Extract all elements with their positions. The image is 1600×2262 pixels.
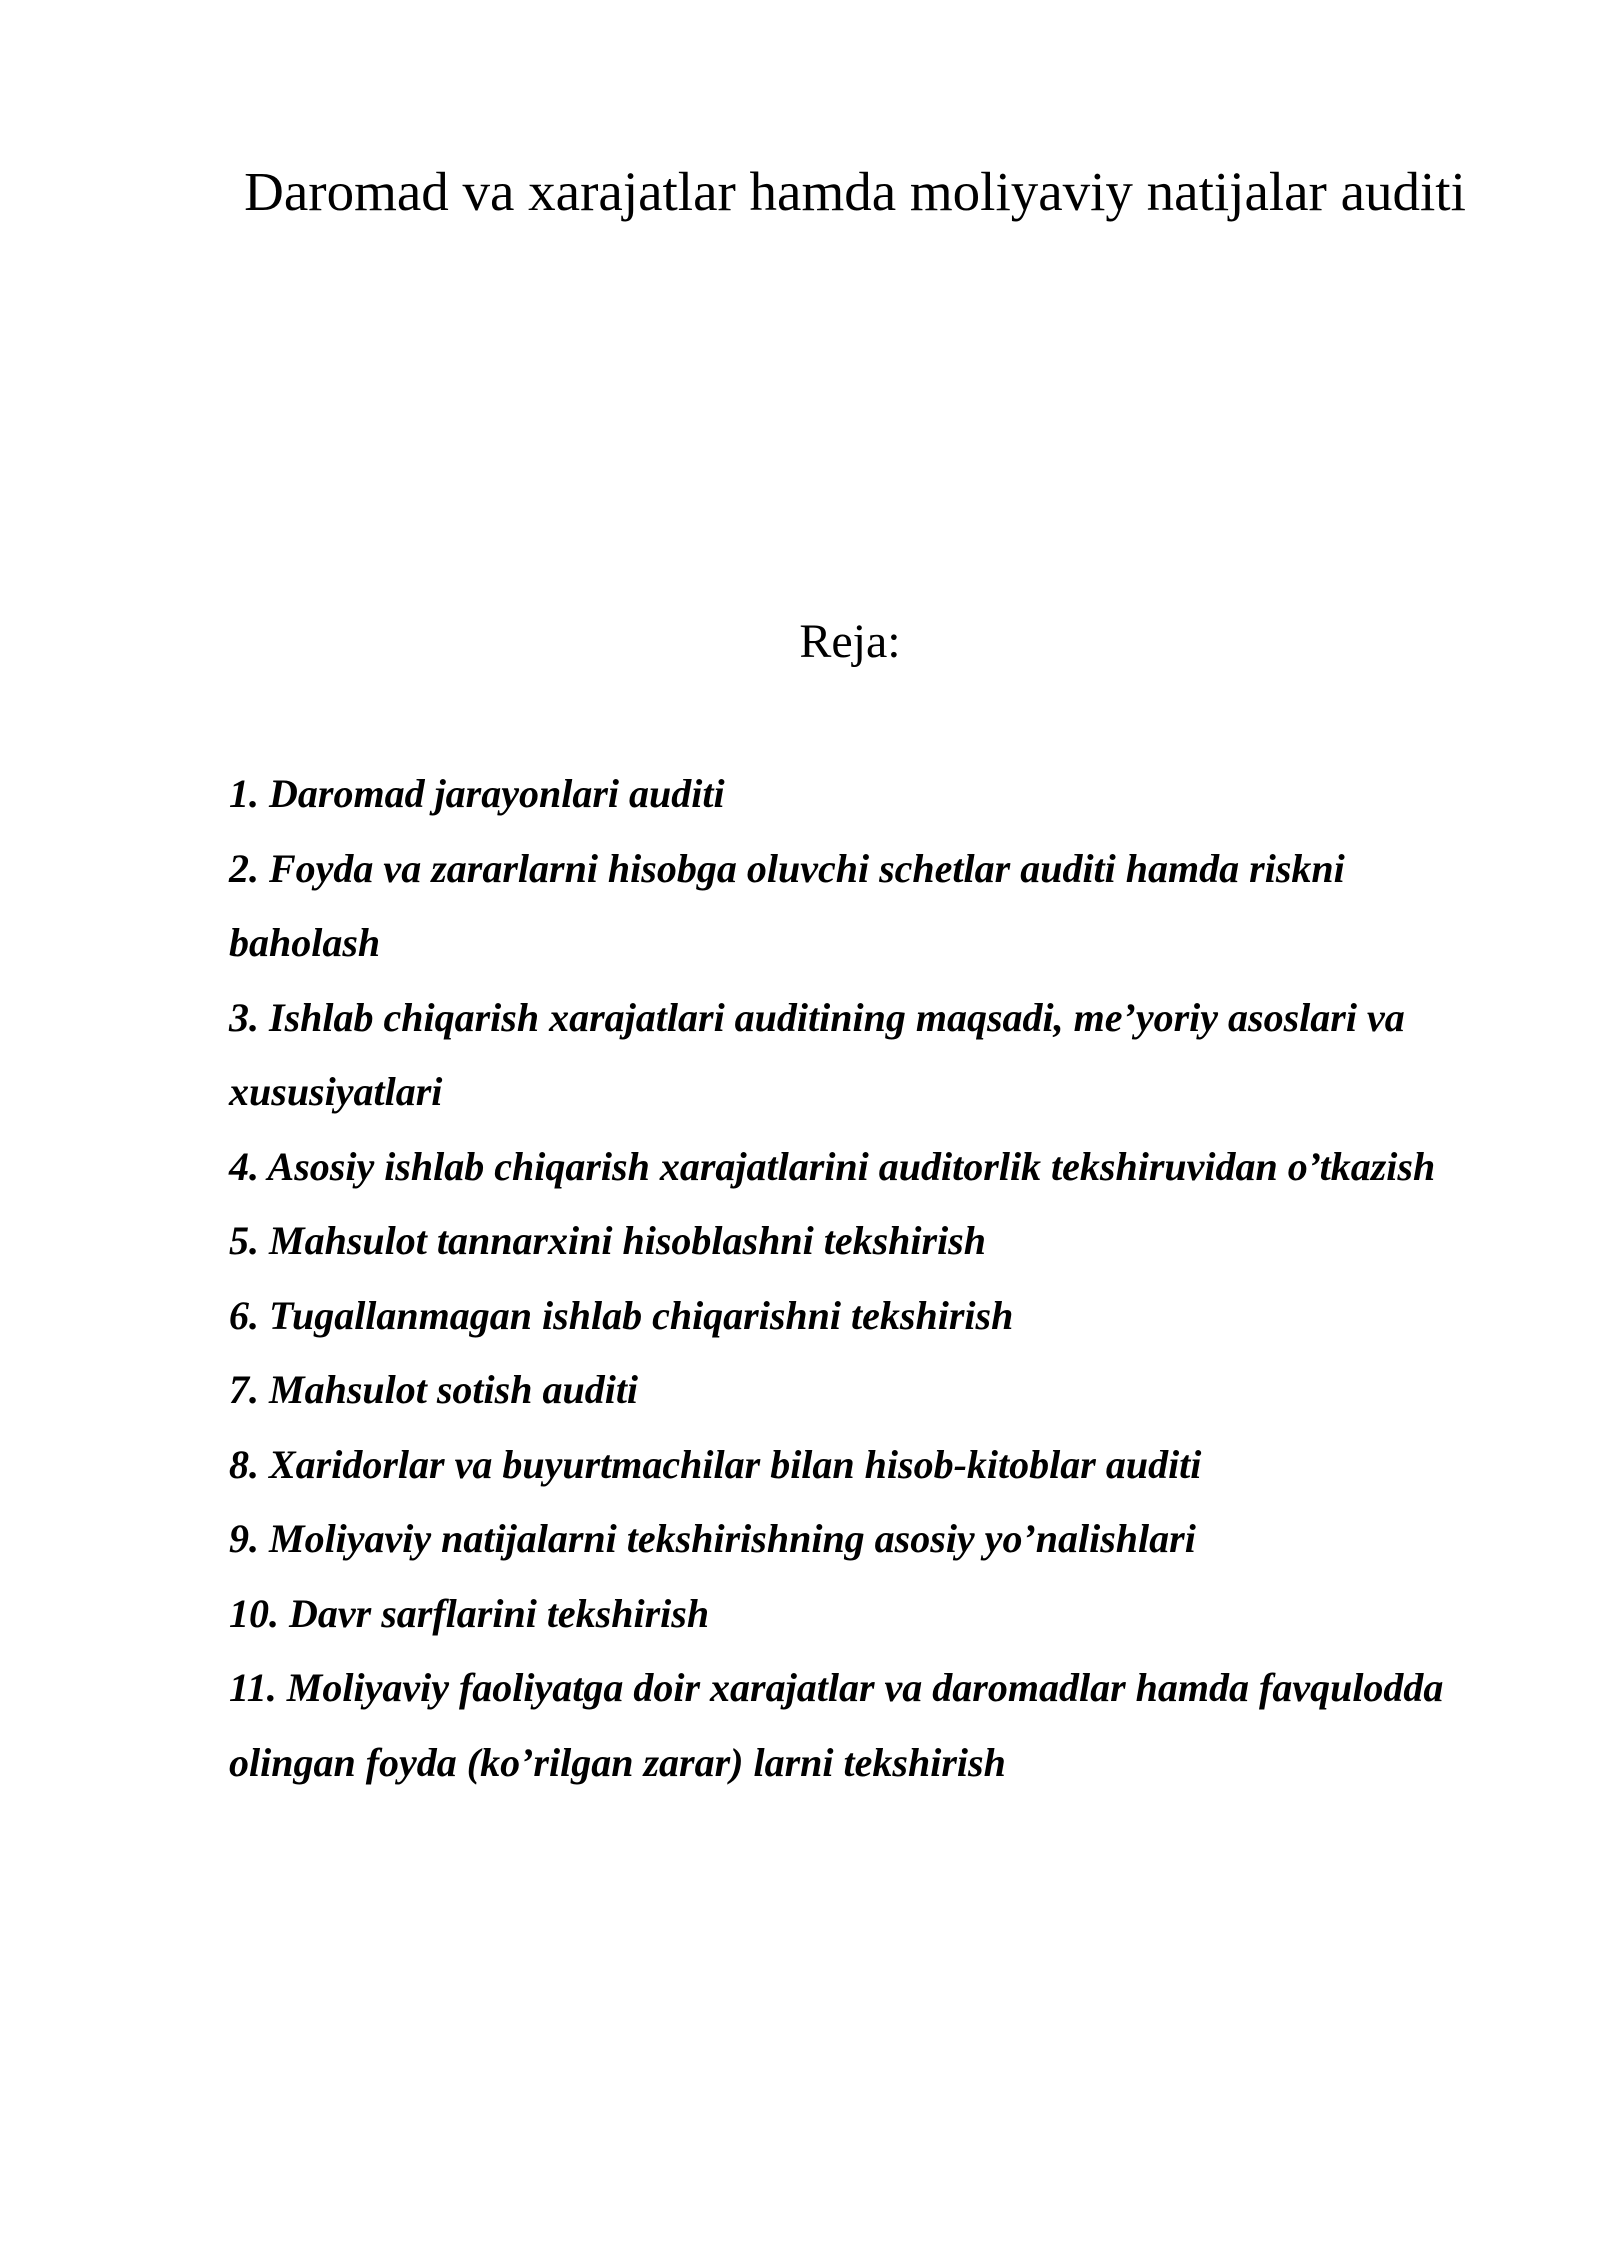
plan-item: 3. Ishlab chiqarish xarajatlari auditining maqsadi, me’yoriy asoslari va xususiyatlari bbox=[229, 994, 1405, 1114]
plan-list bbox=[229, 757, 1469, 1800]
document-title: Daromad va xarajatlar hamda moliyaviy natijalar auditi bbox=[244, 161, 1466, 222]
plan-item: 8. Xaridorlar va buyurtmachilar bilan hisob-kitoblar auditi bbox=[229, 1441, 1202, 1487]
plan-item: 5. Mahsulot tannarxini hisoblashni tekshirish bbox=[229, 1218, 986, 1263]
plan-item: 7. Mahsulot sotish auditi bbox=[229, 1367, 639, 1412]
plan-item: 6. Tugallanmagan ishlab chiqarishni tekshirish bbox=[229, 1292, 1014, 1338]
plan-item: 11. Moliyaviy faoliyatga doir xarajatlar va daromadlar hamda favqulodda olingan foyda (ko’rilgan zarar) larni tekshirish bbox=[229, 1665, 1444, 1785]
plan-item: 2. Foyda va zararlarni hisobga oluvchi schetlar auditi hamda riskni baholash bbox=[229, 845, 1345, 965]
plan-item: 1. Daromad jarayonlari auditi bbox=[229, 771, 725, 816]
plan-item: 4. Asosiy ishlab chiqarish xarajatlarini auditorlik tekshiruvidan o’tkazish bbox=[229, 1143, 1436, 1189]
plan-item: 9. Moliyaviy natijalarni tekshirishning asosiy yo’nalishlari bbox=[229, 1516, 1196, 1561]
plan-heading: Reja: bbox=[799, 615, 901, 668]
plan-item: 10. Davr sarflarini tekshirish bbox=[229, 1590, 710, 1636]
